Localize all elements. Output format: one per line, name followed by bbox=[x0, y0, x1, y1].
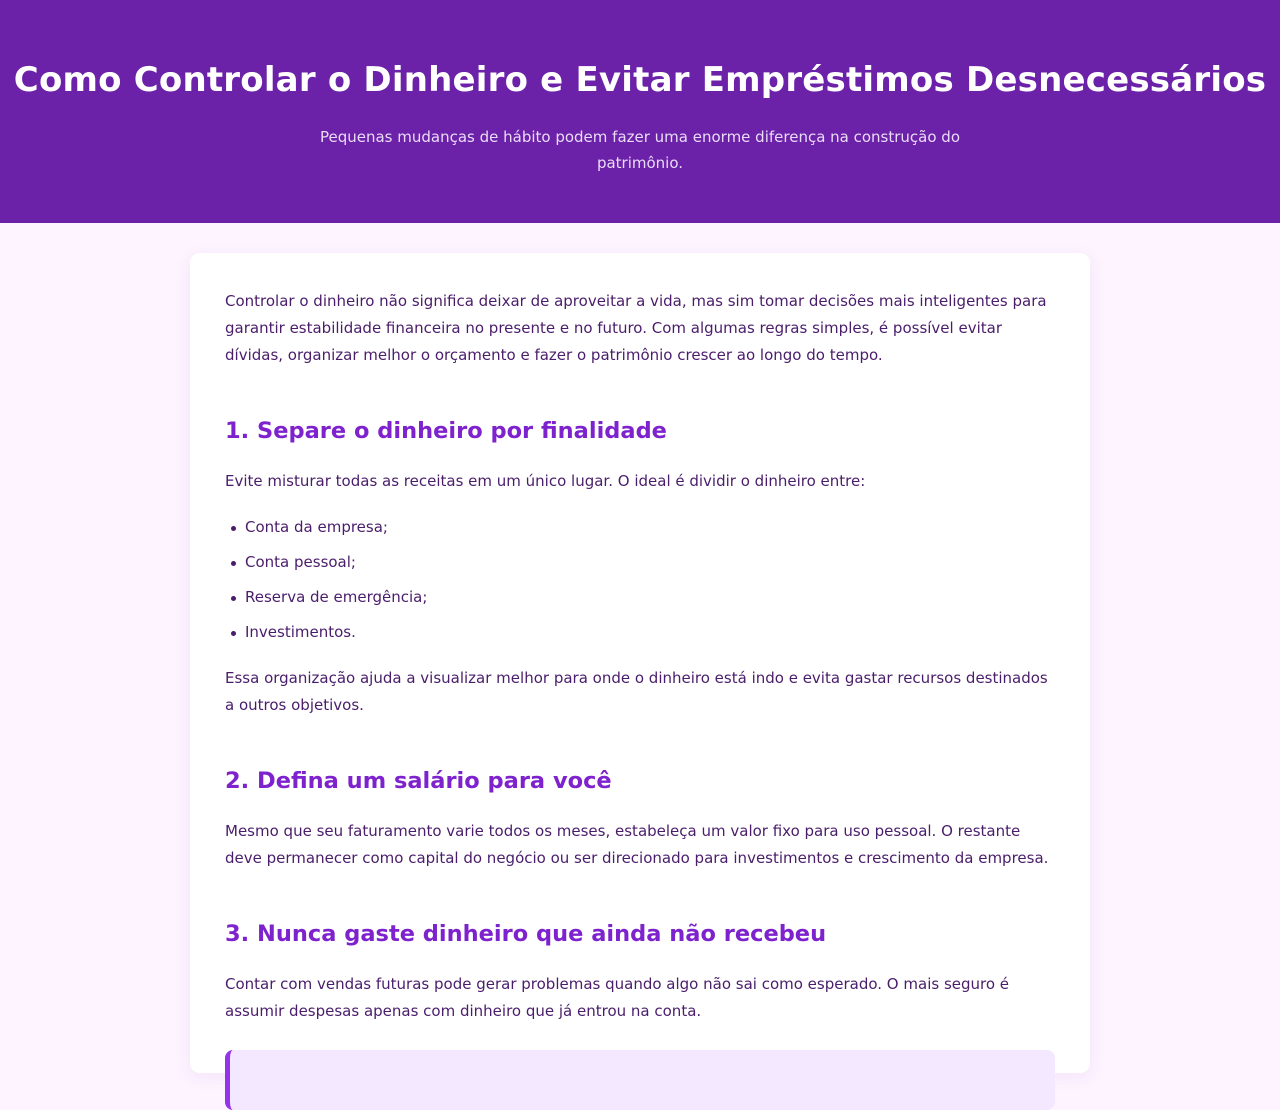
callout-box bbox=[225, 1050, 1055, 1110]
article-card bbox=[190, 253, 1090, 1073]
page-title: Como Controlar o Dinheiro e Evitar Empréstimos Desnecessários bbox=[13, 60, 1267, 100]
section-separate-money bbox=[225, 415, 1055, 719]
section-text: Contar com vendas futuras pode gerar problemas quando algo não sai como esperado. O mais seguro é assumir despesas apenas com dinheiro que já entrou na conta. bbox=[225, 975, 1010, 1020]
finality-list bbox=[225, 514, 1055, 654]
section-future-money bbox=[225, 918, 1055, 1025]
section-text: Mesmo que seu faturamento varie todos os meses, estabeleça um valor fixo para uso pessoal. O restante deve permanecer como capital do negócio ou ser direcionado para investimentos e crescimento da empresa. bbox=[225, 822, 1049, 867]
section-text: Evite misturar todas as receitas em um único lugar. O ideal é dividir o dinheiro entre: bbox=[225, 472, 866, 490]
page-header bbox=[0, 0, 1280, 223]
list-item: Conta pessoal; bbox=[225, 549, 1055, 584]
section-heading: 3. Nunca gaste dinheiro que ainda não recebeu bbox=[225, 921, 827, 947]
article-intro: Controlar o dinheiro não significa deixar de aproveitar a vida, mas sim tomar decisões mais inteligentes para garantir estabilidade financeira no presente e no futuro. Com algumas regras simples, é possível evitar dívidas, organizar melhor o orçamento e fazer o patrimônio crescer ao longo do tempo. bbox=[225, 292, 1047, 364]
list-item: Conta da empresa; bbox=[225, 514, 1055, 549]
section-salary bbox=[225, 765, 1055, 872]
section-heading: 2. Defina um salário para você bbox=[225, 768, 612, 794]
list-item: Reserva de emergência; bbox=[225, 584, 1055, 619]
list-item: Investimentos. bbox=[225, 619, 1055, 654]
section-text: Essa organização ajuda a visualizar melhor para onde o dinheiro está indo e evita gastar recursos destinados a outros objetivos. bbox=[225, 669, 1048, 714]
section-heading: 1. Separe o dinheiro por finalidade bbox=[225, 418, 667, 444]
page-subtitle: Pequenas mudanças de hábito podem fazer uma enorme diferença na construção do patrimônio. bbox=[319, 128, 961, 172]
